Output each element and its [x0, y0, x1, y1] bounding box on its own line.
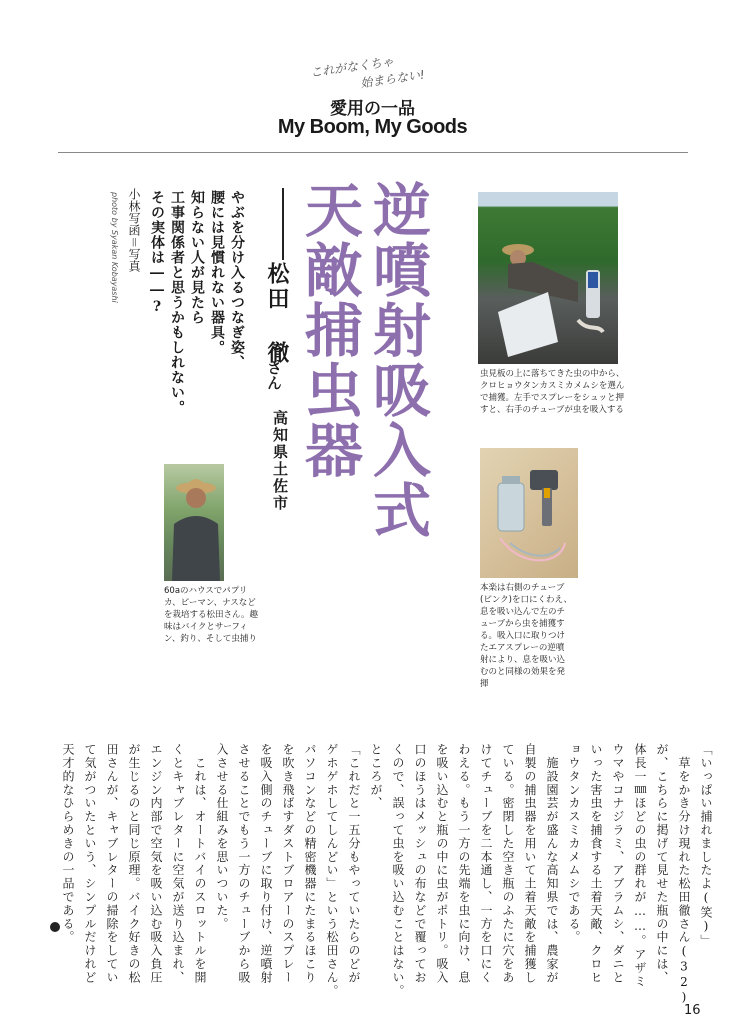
body-line: ている。密閉した空き瓶のふたに穴をあ — [501, 743, 515, 985]
body-line: を吸入側のチューブに取り付け、逆噴射 — [259, 743, 273, 985]
photo-device — [480, 448, 578, 578]
body-line: くとキャブレターに空気が送り込まれ、 — [171, 743, 185, 985]
photo-caption: 虫見板の上に落ちてきた虫の中から、クロヒョウタンカスミカメムシを選んで捕獲。左手でスプレーをシュッと押すと、右手のチューブが虫を吸入する — [480, 369, 625, 415]
header-divider — [58, 152, 688, 153]
photo-catching-insects — [478, 192, 618, 364]
section-kicker: 愛用の一品 — [330, 99, 415, 119]
lead-line: その実体は――? — [149, 190, 165, 316]
byline-dash — [282, 188, 284, 260]
body-line: ョウタンカスミカメムシである。 — [567, 743, 581, 944]
body-line: 体長一㎜ほどの虫の群れが……。アザミ — [633, 743, 647, 989]
body-line: エンジン内部で空気を吸い込む吸入負圧 — [149, 743, 163, 985]
body-line: 入させる仕組みを思いついた。 — [215, 743, 229, 931]
photo-credit-english: photo by Syakan Kobayashi — [110, 192, 119, 303]
byline-location: 高知県土佐市 — [271, 410, 289, 512]
body-line: パソコンなどの精密機器にたまるほこり — [303, 743, 317, 985]
body-line: 天才的なひらめきの一品である。 — [61, 743, 75, 944]
column-title: My Boom, My Goods — [277, 116, 468, 138]
body-line: を吸い込むと瓶の中に虫がポトリ。吸入 — [435, 743, 449, 985]
body-line: けてチューブを二本通し、一方を口にく — [479, 743, 493, 985]
body-line: 田さんが、キャブレターの掃除をしてい — [105, 743, 119, 985]
lead-line: やぶを分け入るつなぎ姿、 — [229, 190, 245, 370]
body-line: 「これだと一五分もやっていたらのどが — [347, 743, 361, 985]
lead-line: 知らない人が見たら — [189, 190, 205, 325]
photo-credit: 小林写函＝写真 — [127, 188, 141, 272]
lead-line: 工事関係者と思うかもしれない。 — [169, 190, 185, 415]
body-line: 「いっぱい捕れましたよ(笑)」 — [699, 743, 713, 948]
tagline-line-1: これがなくちゃ — [309, 54, 395, 80]
photo-caption: 本楽は右側のチューブ(ピンク)を口にくわえ、息を吸い込んで左のチューブから虫を捕獲する。吸入口に取りつけたエアスプレーの逆噴射により、息を吸い込むのと同様の効果を発揮 — [480, 583, 572, 689]
body-line: ゲホゲホしてしんどい」という松田さん。 — [325, 743, 339, 998]
body-line: くので、誤って虫を吸い込むことはない。 — [391, 743, 405, 998]
body-line: ウマやコナジラミ、アブラムシ、ダニと — [611, 743, 625, 985]
body-line: させることでもう一方のチューブから吸 — [237, 743, 251, 985]
body-line: ところが、 — [369, 743, 383, 810]
headline-line-1: 逆噴射吸入式 — [363, 180, 431, 540]
page-number: 16 — [684, 1003, 701, 1018]
photo-portrait — [164, 464, 224, 581]
headline-line-2: 天敵捕虫器 — [295, 180, 363, 480]
tagline-line-2: 始まらない! — [359, 67, 426, 91]
body-line: 自製の捕虫器を用いて土着天敵を捕獲し — [523, 743, 537, 985]
body-line: が生じるのと同じ原理。バイク好きの松 — [127, 743, 141, 985]
body-line: 草をかき分け現れた松田徹さん(32) — [677, 743, 691, 1006]
body-line: て気がついたという、シンプルだけれど — [83, 743, 97, 985]
lead-line: 腰には見慣れない器具。 — [209, 190, 225, 355]
byline-name: 松田 徹 — [264, 262, 290, 366]
photo-caption: 60aのハウスでパプリカ、ピーマン、ナスなどを栽培する松田さん。趣味はバイクとサーフィン、釣り、そして虫捕り — [164, 586, 259, 644]
body-line: これは、オートバイのスロットルを開 — [193, 743, 207, 985]
end-mark-icon — [50, 922, 60, 932]
body-line: いった害虫を捕食する土着天敵、クロヒ — [589, 743, 603, 985]
byline-honorific: さん — [265, 360, 283, 390]
body-line: が、こちらに掲げて見せた瓶の中には、 — [655, 743, 669, 985]
body-line: 施設園芸が盛んな高知県では、農家が — [545, 743, 559, 985]
body-line: 口のほうはメッシュの布などで覆ってお — [413, 743, 427, 985]
body-line: を吹き飛ばすダストブロアーのスプレー — [281, 743, 295, 985]
body-line: わえる。もう一方の先端を虫に向け、息 — [457, 743, 471, 985]
